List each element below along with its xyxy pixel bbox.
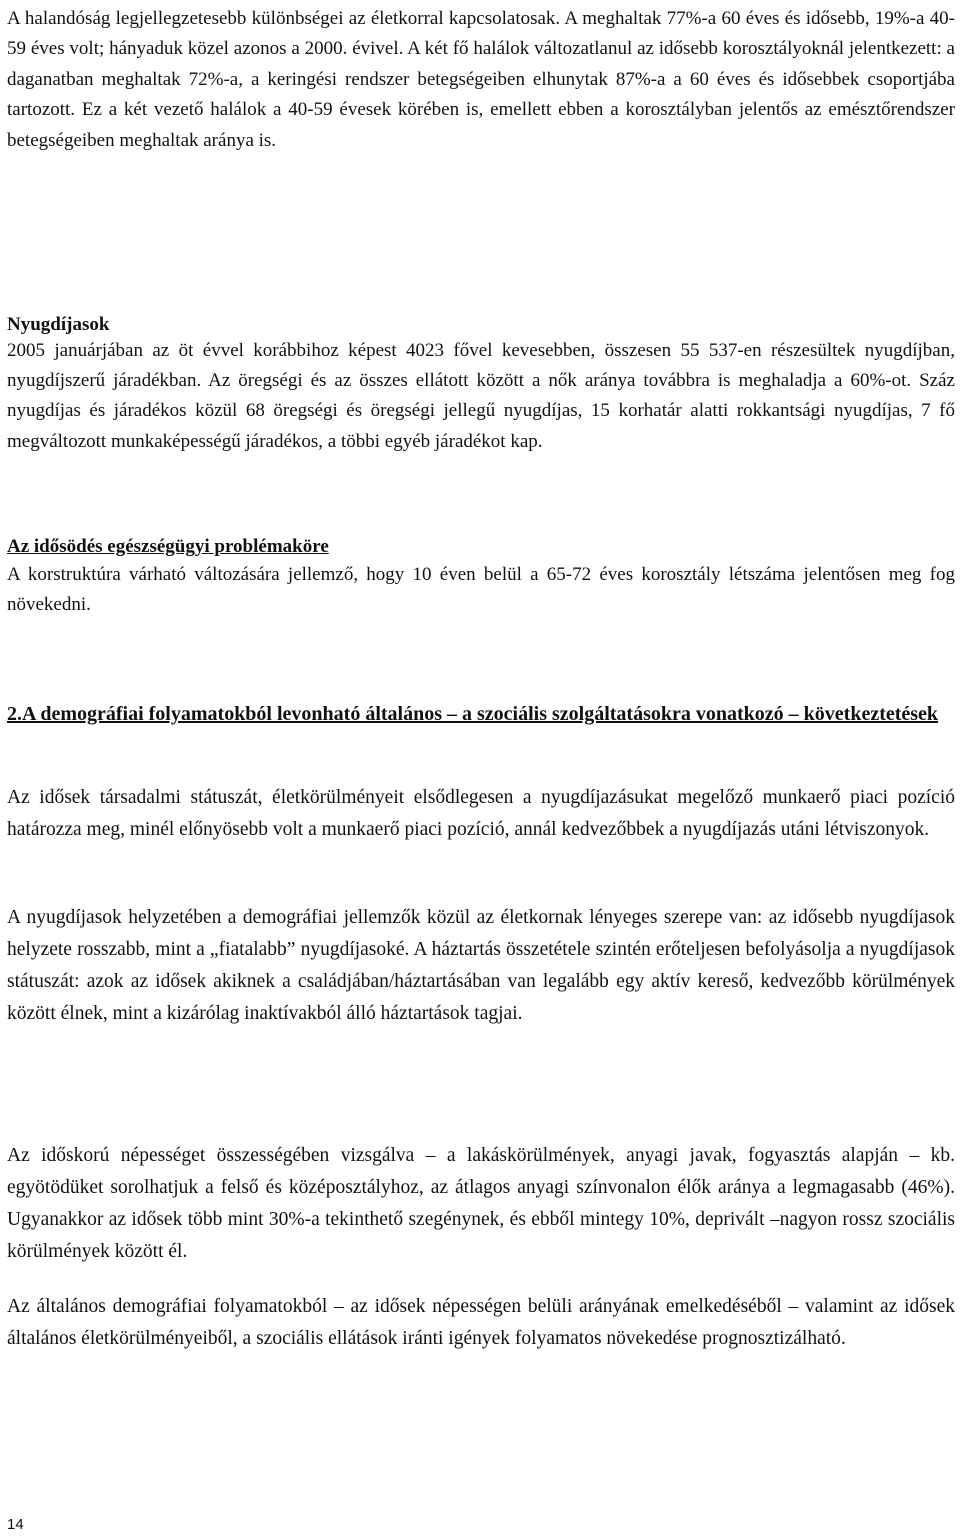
paragraph-prognozis: Az általános demográfiai folyamatokból – az idősek népességen belüli arányának emelkedéséből – valamint az idősek általános életkörülményeiből, a szociális ellátások iránti igények folyamatos növekedése prognosztizálható. (7, 1296, 955, 1349)
paragraph-idosodes: A korstruktúra várható változására jellemző, hogy 10 éven belül a 65-72 éves korosztály létszáma jelentősen meg fog növekedni. (7, 564, 955, 615)
paragraph-eletkor: A nyugdíjasok helyzetében a demográfiai jellemzők közül az életkornak lényeges szerepe van: az idősebb nyugdíjasok helyzete rosszabb, mint a „fiatalabb” nyugdíjasoké. A háztartás összetétele szintén erőteljesen befolyásolja a nyugdíjasok státuszát: azok az idősek akiknek a családjában/háztartásában van legalább egy aktív kereső, kedvezőbb körülmények között élnek, mint a kizárólag inaktívakból álló háztartások tagjai. (7, 907, 955, 1024)
page-number: 14 (7, 1516, 24, 1533)
paragraph-statusz: Az idősek társadalmi státuszát, életkörülményeit elsődlegesen a nyugdíjazásukat megelőző munkaerő piaci pozíció határozza meg, minél előnyösebb volt a munkaerő piaci pozíció, annál kedvezőbbek a nyugdíjazás utáni létviszonyok. (7, 787, 955, 840)
heading-section-2: 2.A demográfiai folyamatokból levonható általános – a szociális szolgáltatásokra vonatkozó – következtetések (7, 703, 939, 725)
paragraph-nyugdijasok: 2005 januárjában az öt évvel korábbihoz képest 4023 fővel kevesebben, összesen 55 537-en részesültek nyugdíjban, nyugdíjszerű járadékban. Az öregségi és az összes ellátott között a nők aránya továbbra is meghaladja a 60%-ot. Száz nyugdíjas és járadékos közül 68 öregségi és öregségi jellegű nyugdíjas, 15 korhatár alatti rokkantsági nyugdíjas, 7 fő megváltozott munkaképességű járadékos, a többi egyéb járadékot kap. (7, 340, 955, 452)
paragraph-mortality: A halandóság legjellegzetesebb különbségei az életkorral kapcsolatosak. A meghaltak 77%-a 60 éves és idősebb, 19%-a 40-59 éves volt; hányaduk közel azonos a 2000. évivel. A két fő halálok változatlanul az idősebb korosztályoknál jelentkezett: a daganatban meghaltak 72%-a, a keringési rendszer betegségeiben elhunytak 87%-a a 60 éves és idősebbek csoportjába tartozott. Ez a két vezető halálok a 40-59 évesek körében is, emellett ebben a korosztályban jelentős az emésztőrendszer betegségeiben meghaltak aránya is. (7, 8, 955, 151)
paragraph-nepesseg: Az időskorú népességet összességében vizsgálva – a lakáskörülmények, anyagi javak, fogyasztás alapján – kb. egyötödüket sorolhatjuk a felső és középosztályhoz, az átlagos anyagi színvonalon élők aránya a legmagasabb (46%). Ugyanakkor az idősek több mint 30%-a tekinthető szegénynek, és ebből mintegy 10%, deprivált –nagyon rossz szociális körülmények között él. (7, 1145, 955, 1262)
heading-idosodes: Az idősödés egészségügyi problémaköre (7, 536, 329, 557)
heading-nyugdijasok: Nyugdíjasok (7, 314, 110, 335)
